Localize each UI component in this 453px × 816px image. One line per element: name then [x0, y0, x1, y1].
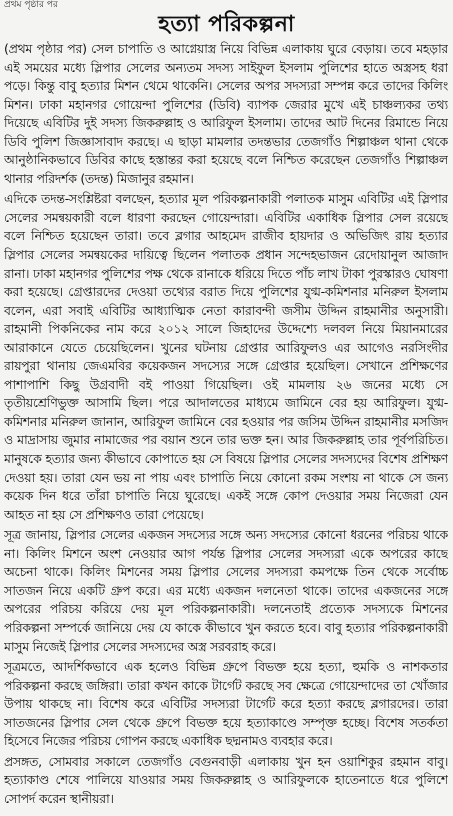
article-title: হত্যা পরিকল্পনা	[158, 12, 295, 37]
article-paragraph: প্রসঙ্গত, সোমবার সকালে তেজগাঁও বেগুনবাড়ী এলাকায় খুন হন ওয়াশিকুর রহমান বাবু। হত্যাকাণ্ড শেষে পালিয়ে যাওয়ার সময় জিকরুল্লাহ ও আরিফুলকে হাতেনাতে ধরে পুলিশে সোপর্দ করেন স্থানীয়রা।	[4, 753, 448, 806]
article-paragraph: সূত্র জানায়, স্লিপার সেলের একজন সদস্যের সঙ্গে অন্য সদস্যের কোনো ধরনের পরিচয় থাকে না। কিলিং মিশনে অংশ নেওয়ার আগ পর্যন্ত স্লিপার সেলের সদস্যরা একে অপরের কাছে অচেনা থাকে। কিলিং মিশনের সময় স্লিপার সেলের সদস্যরা কমপক্ষে তিন থেকে সর্বোচ্চ সাতজন নিয়ে একটি গ্রুপ করে। এর মধ্যে একজন দলনেতা থাকে। তাদের একজনের সঙ্গে অপরের পরিচয় করিয়ে দেয় মূল পরিকল্পনাকারী। দলনেতাই প্রত্যেক সদস্যকে মিশনের পরিকল্পনা সম্পর্কে জানিয়ে দেয় যে কাকে কীভাবে খুন করতে হবে। বাবু হত্যার পরিকল্পনাকারী মাসুম নিজেই স্লিপার সেলের সদস্যদের অস্ত্র সরবরাহ করে।	[4, 527, 448, 654]
article-paragraph: সূত্রমতে, আদর্শিকভাবে এক হলেও বিভিন্ন গ্রুপে বিভক্ত হয়ে হত্যা, হুমকি ও নাশকতার পরিকল্পনা করছে জঙ্গিরা। তারা কখন কাকে টার্গেট করছে সব ক্ষেত্রে গোয়েন্দাদের তা খোঁজার উপায় থাকছে না। বিশেষ করে এবিটির সদস্যরা টার্গেট করে হত্যা করছে ব্লগারদের। তারা সাতজনের স্লিপার সেল থেকে গ্রুপে বিভক্ত হয়ে হত্যাকাণ্ডে সম্পৃক্ত হচ্ছে। বিশেষ সতর্কতা হিসেবে নিজের পরিচয় গোপন করছে একাধিক ছদ্মনামও ব্যবহার করে।	[4, 659, 448, 749]
article-paragraph: (প্রথম পৃষ্ঠার পর) সেল চাপাতি ও আগ্নেয়াস্ত্র নিয়ে বিভিন্ন এলাকায় ঘুরে বেড়ায়। তবে মহড়ার এই সময়ের মধ্যে স্লিপার সেলের অন্যতম সদস্য সাইফুল ইসলাম পুলিশের হাতে অস্ত্রসহ ধরা পড়ে। কিন্তু বাবু হত্যার মিশন থেমে থাকেনি। সেলের অপর সদস্যরা সম্পন্ন করে তাদের কিলিং মিশন। ঢাকা মহানগর গোয়েন্দা পুলিশের (ডিবি) ব্যাপক জেরার মুখে এই চাঞ্চল্যকর তথ্য দিয়েছে এবিটির দুই সদস্য জিকরুল্লাহ ও আরিফুল ইসলাম। তাদের আট দিনের রিমান্ডে নিয়ে ডিবি পুলিশ জিজ্ঞাসাবাদ করছে। এ ছাড়া মামলার তদন্তভার তেজগাঁও শিল্পাঞ্চল থানা থেকে আনুষ্ঠানিকভাবে ডিবির কাছে হস্তান্তর করা হয়েছে বলে নিশ্চিত করেছেন তেজগাঁও শিল্পাঞ্চল থানার পরিদর্শক (তদন্ত) মিজানুর রহমান।	[4, 41, 448, 186]
page-header-strip: প্রথম পৃষ্ঠার পর	[4, 0, 58, 10]
article-paragraph: এদিকে তদন্ত-সংশ্লিষ্টরা বলছেন, হত্যার মূল পরিকল্পনাকারী পলাতক মাসুম এবিটির এই স্লিপার সেলের সমন্বয়কারী বলে ধারণা করছেন গোয়েন্দারা। এবিটির একাধিক স্লিপার সেল রয়েছে বলে নিশ্চিত হয়েছেন তারা। তবে ব্লগার আহমেদ রাজীব হায়দার ও অভিজিৎ রায় হত্যার স্লিপার সেলের সমন্বয়কের দায়িত্বে ছিলেন পলাতক প্রধান সন্দেহভাজন রেদোয়ানুল আজাদ রানা। ঢাকা মহানগর পুলিশের পক্ষ থেকে রানাকে ধরিয়ে দিতে পাঁচ লাখ টাকা পুরস্কারও ঘোষণা করা হয়েছে। গ্রেপ্তারদের দেওয়া তথ্যের বরাত দিয়ে পুলিশের যুগ্ম-কমিশনার মনিরুল ইসলাম বলেন, এরা সবাই এবিটির আধ্যাত্মিক নেতা কারাবন্দী জসীম উদ্দিন রাহমানীর অনুসারী। রাহমানী পিকনিকের নাম করে ২০১২ সালে জিহাদের উদ্দেশ্যে দলবল নিয়ে মিয়ানমারের আরাকানে যেতে চেয়েছিলেন। খুনের ঘটনায় গ্রেপ্তার আরিফুলও এর আগেও নরসিংদীর রায়পুরা থানায় জেএমবির কয়েকজন সদস্যের সঙ্গে গ্রেপ্তার হয়েছিল। সেখানে প্রশিক্ষণের পাশাপাশি কিছু উগ্রবাদী বই পাওয়া গিয়েছিল। ওই মামলায় ২৬ জনের মধ্যে সে তৃতীয়শ্রেণিভুক্ত আসামি ছিল। পরে আদালতের মাধ্যমে জামিনে বের হয় আরিফুল। যুগ্ম-কমিশনার মনিরুল জানান, আরিফুল জামিনে বের হওয়ার পর জসিম উদ্দিন রাহমানীর মসজিদ ও মাদ্রাসায় জুমার নামাজের পর বয়ান শুনে তার ভক্ত হন। আর জিকরুল্লাহ তার পূর্বপরিচিত। মানুষকে হত্যার জন্য কীভাবে কোপাতে হয় সে বিষয়ে স্লিপার সেলের সদস্যদের বিশেষ প্রশিক্ষণ দেওয়া হয়। তারা যেন ভয় না পায় এবং চাপাতি নিয়ে কোনো রকম সংশয় না থাকে সে জন্য কয়েক দিন ধরে তাঁরা চাপাতি নিয়ে ঘুরেছে। একই সঙ্গে কোপ দেওয়ার সময় নিজেরা যেন আহত না হয় সে প্রশিক্ষণও তারা পেয়েছে।	[4, 191, 448, 522]
article-body	[4, 40, 448, 816]
